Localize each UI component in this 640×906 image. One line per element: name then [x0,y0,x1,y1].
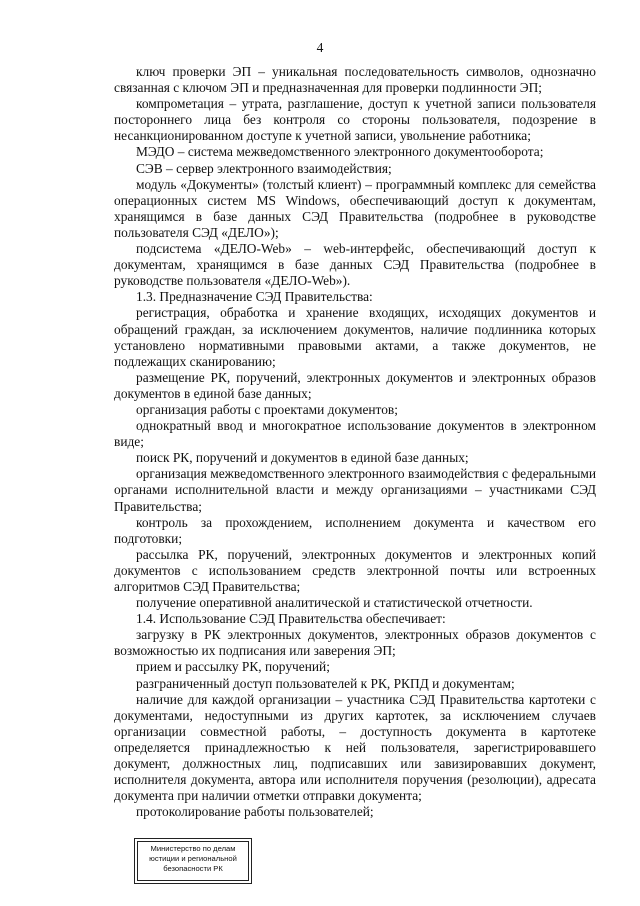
list-item: организация работы с проектами документов; [136,401,398,417]
definition-delo-web: подсистема «ДЕЛО-Web» – web-интерфейс, обеспечивающий доступ к документам, хранящимся в базе данных СЭД Правительства (подробнее в руководстве пользователя «ДЕЛО-Web»). [114,241,596,289]
stamp-line: безопасности РК [163,864,223,873]
list-item: разграниченный доступ пользователей к РК, РКПД и документам; [136,675,515,691]
list-item: контроль за прохождением, исполнением документа и качеством его подготовки; [114,514,596,546]
definition-sev: СЭВ – сервер электронного взаимодействия; [136,160,392,176]
list-item: организация межведомственного электронного взаимодействия с федеральными органами исполнительной власти и между организациями – участниками СЭД Правительства; [114,466,597,514]
page-number: 4 [316,40,324,55]
list-item: размещение РК, поручений, электронных документов и электронных образов документов в единой базе данных; [114,369,596,401]
definition-documents-module: модуль «Документы» (толстый клиент) – программный комплекс для семейства операционных систем MS Windows, обеспечивающий доступ к документам, хранящимся в базе данных СЭД Правительства (подробнее в руководстве пользователя СЭД «ДЕЛО»); [114,176,596,240]
definition-medo: МЭДО – система межведомственного электронного документооборота; [136,144,544,160]
ministry-stamp [134,838,252,884]
section-heading-1-3: 1.3. Предназначение СЭД Правительства: [136,289,373,305]
list-item: получение оперативной аналитической и статистической отчетности. [136,595,533,611]
definition-compromise: компрометация – утрата, разглашение, доступ к учетной записи пользователя постороннего лица без контроля со стороны пользователя, подозрение в несанкционированном доступе к учетной записи, увольнение работника; [114,96,596,144]
list-item: прием и рассылку РК, поручений; [136,659,330,675]
list-item: регистрация, обработка и хранение входящих, исходящих документов и обращений граждан, за исключением документов, наличие подлинника которых установлено нормативными правовыми актами, а также документов, не подлежащих сканированию; [114,305,596,369]
list-item: поиск РК, поручений и документов в единой базе данных; [136,450,469,466]
list-item: рассылка РК, поручений, электронных документов и электронных копий документов с использованием средств электронной почты или встроенных алгоритмов СЭД Правительства; [114,546,596,594]
list-item: наличие для каждой организации – участника СЭД Правительства картотеки с документами, недоступными из других картотек, за исключением случаев организации совместной работы, – доступность документа в картотеке определяется принадлежностью к ней пользователя, зарегистрировавшего документ, должностных лиц, подписавших или завизировавших документ, исполнителя документа, автора или исполнителя поручения (резолюции), адресата документа при наличии отметки отправки документа; [114,691,596,804]
definition-key-ep: ключ проверки ЭП – уникальная последовательность символов, однозначно связанная с ключом ЭП и предназначенная для проверки подлинности ЭП; [114,64,596,96]
document-body [114,64,596,820]
list-item: загрузку в РК электронных документов, электронных образов документов с возможностью их подписания или заверения ЭП; [114,627,596,659]
section-heading-1-4: 1.4. Использование СЭД Правительства обеспечивает: [136,611,446,627]
list-item: однократный ввод и многократное использование документов в электронном виде; [114,418,596,450]
list-item: протоколирование работы пользователей; [136,804,374,820]
stamp-line: Министерство по делам [150,844,236,853]
stamp-line: юстиции и региональной [149,854,237,863]
